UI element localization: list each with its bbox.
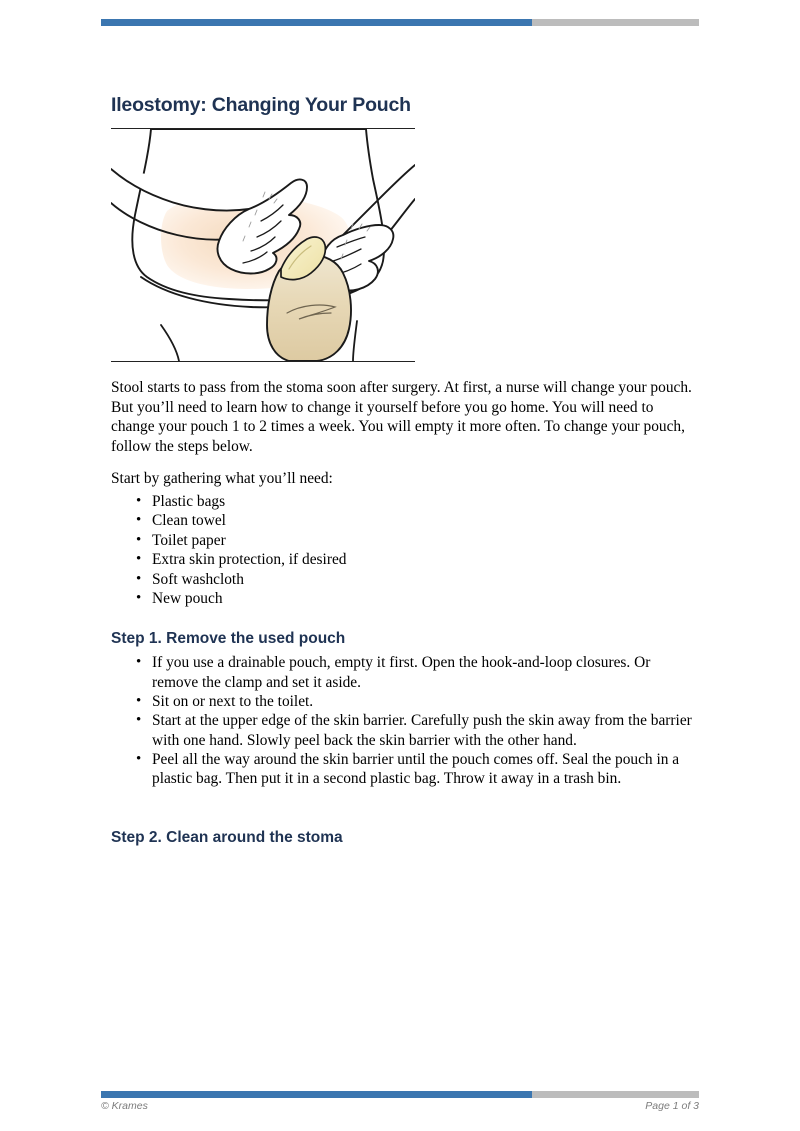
step-1-heading: Step 1. Remove the used pouch [111,629,346,647]
list-item: • Toilet paper [152,531,699,550]
list-item: • Soft washcloth [152,570,699,589]
bottom-progress-fill [101,1091,532,1098]
list-item: • Clean towel [152,511,699,530]
page-footer [101,1100,699,1112]
ileostomy-pouch-removal-illustration [111,128,415,362]
list-item: • Plastic bags [152,492,699,511]
gather-supplies-paragraph: Start by gathering what you’ll need: [111,470,333,488]
list-item: • If you use a drainable pouch, empty it first. Open the hook-and-loop closures. Or remove the clamp and set it aside. [152,653,699,692]
supplies-list [111,492,699,609]
intro-paragraph: Stool starts to pass from the stoma soon after surgery. At first, a nurse will change your pouch. But you’ll need to learn how to change it yourself before you go home. You will need to change your pouch 1 to 2 times a week. You will empty it more often. To change your pouch, follow the steps below. [111,379,692,455]
step-2-heading: Step 2. Clean around the stoma [111,828,343,846]
list-item: • Peel all the way around the skin barrier until the pouch comes off. Seal the pouch in a plastic bag. Then put it in a second plastic bag. Throw it away in a trash bin. [152,750,699,789]
list-item: • Start at the upper edge of the skin barrier. Carefully push the skin away from the barrier with one hand. Slowly peel back the skin barrier with the other hand. [152,711,699,750]
list-item: • Sit on or next to the toilet. [152,692,699,711]
bottom-progress-bar [101,1091,699,1098]
step-1-list [111,653,699,788]
document-page [111,0,699,847]
copyright-label: © Krames [101,1100,148,1112]
page-number-label: Page 1 of 3 [645,1100,699,1112]
list-item: • New pouch [152,589,699,608]
page-title: Ileostomy: Changing Your Pouch [111,94,411,116]
illustration-svg [111,129,415,361]
list-item: • Extra skin protection, if desired [152,550,699,569]
